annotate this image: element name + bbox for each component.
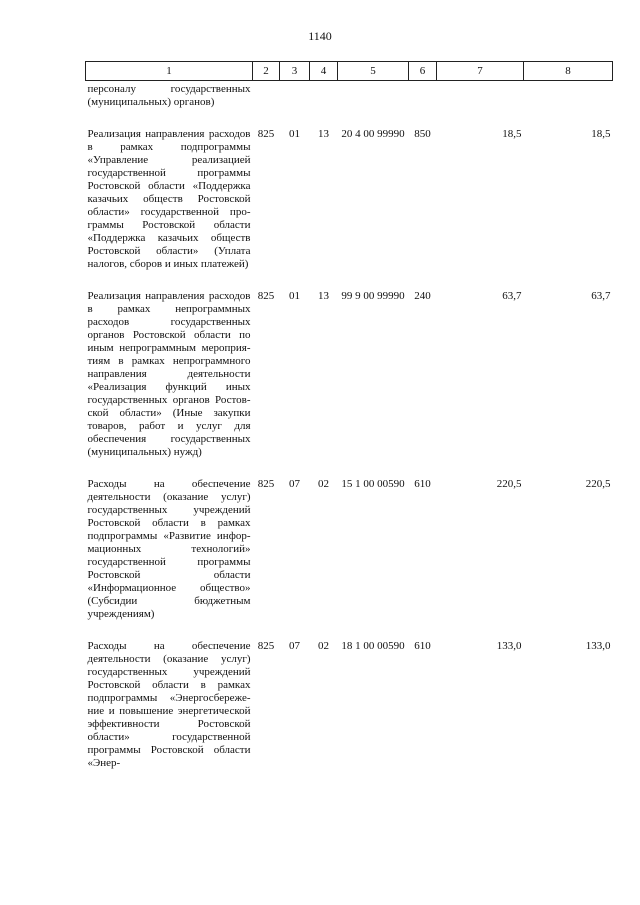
table-row (86, 628, 613, 777)
col-header-5: 5 (338, 62, 409, 81)
target-article-code: 99 9 00 99990 (341, 290, 405, 302)
ministry-code: 825 (257, 290, 275, 302)
col-header-3: 3 (280, 62, 310, 81)
table-row (86, 278, 613, 466)
row-description: Расходы на обеспечение деятельности (оказание услуг) государственных учреждений Ростовской области в рамках подпрограммы «Развитие информационных технологий» государственной программы Ростовской области «Информационное общество» (Субсидии бюджетным учреждениям) (87, 478, 251, 620)
amount-col-8: 133,0 (585, 640, 611, 652)
page-number: 1140 (308, 29, 332, 43)
row-description: персоналу государственных (муниципальных) органов) (87, 83, 251, 108)
amount-col-8: 63,7 (591, 290, 611, 302)
col-header-7: 7 (437, 62, 524, 81)
expense-type-code: 240 (414, 290, 431, 302)
amount-col-7: 133,0 (496, 640, 522, 652)
section-code: 07 (289, 640, 300, 652)
amount-col-8 (524, 81, 613, 117)
col-header-2: 2 (253, 62, 280, 81)
row-description: Реализация направления расходов в рамках непрограммных расходов государственных органов Ростовской области по иным непрограммным мероприятиям в рамках непрограммного направления деятельности «Реализация функций иных государственных органов Ростовской области» (Иные закупки товаров, работ и услуг для обеспечения государственных (муниципальных) нужд) (87, 290, 251, 458)
header-row (86, 62, 613, 81)
section-code: 01 (289, 290, 300, 302)
ministry-code: 825 (257, 128, 275, 140)
amount-col-7: 18,5 (502, 128, 522, 140)
table-row (86, 116, 613, 278)
table-row (86, 466, 613, 628)
ministry-code (253, 81, 280, 117)
amount-col-7: 63,7 (502, 290, 522, 302)
budget-table (85, 61, 613, 777)
section-code: 01 (289, 128, 300, 140)
subsection-code: 13 (318, 290, 329, 302)
section-code (280, 81, 310, 117)
expense-type-code (409, 81, 437, 117)
amount-col-7: 220,5 (496, 478, 522, 490)
amount-col-7 (437, 81, 524, 117)
expense-type-code: 850 (414, 128, 431, 140)
target-article-code: 18 1 00 00590 (341, 640, 405, 652)
amount-col-8: 220,5 (585, 478, 611, 490)
row-description: Расходы на обеспечение деятельности (оказание услуг) государственных учреждений Ростовской области в рамках подпрограммы «Энергосбережение и повышение энергетической эффективности Ростовской области» государственной программы Ростовской области «Энер- (87, 640, 251, 769)
table-row (86, 81, 613, 117)
subsection-code: 02 (318, 640, 329, 652)
subsection-code (310, 81, 338, 117)
amount-col-8: 18,5 (591, 128, 611, 140)
target-article-code: 20 4 00 99990 (341, 128, 405, 140)
target-article-code: 15 1 00 00590 (341, 478, 405, 490)
col-header-8: 8 (524, 62, 613, 81)
target-article-code (338, 81, 409, 117)
col-header-1: 1 (86, 62, 253, 81)
ministry-code: 825 (257, 640, 275, 652)
subsection-code: 02 (318, 478, 329, 490)
subsection-code: 13 (318, 128, 329, 140)
ministry-code: 825 (257, 478, 275, 490)
expense-type-code: 610 (414, 478, 431, 490)
col-header-6: 6 (409, 62, 437, 81)
section-code: 07 (289, 478, 300, 490)
col-header-4: 4 (310, 62, 338, 81)
row-description: Реализация направления расходов в рамках подпрограммы «Управление реализацией государственной программы Ростовской области «Поддержка казачьих обществ Ростовской области» государственной программы Ростовской области «Поддержка казачьих обществ Ростовской области» (Уплата налогов, сборов и иных платежей) (87, 128, 251, 270)
expense-type-code: 610 (414, 640, 431, 652)
